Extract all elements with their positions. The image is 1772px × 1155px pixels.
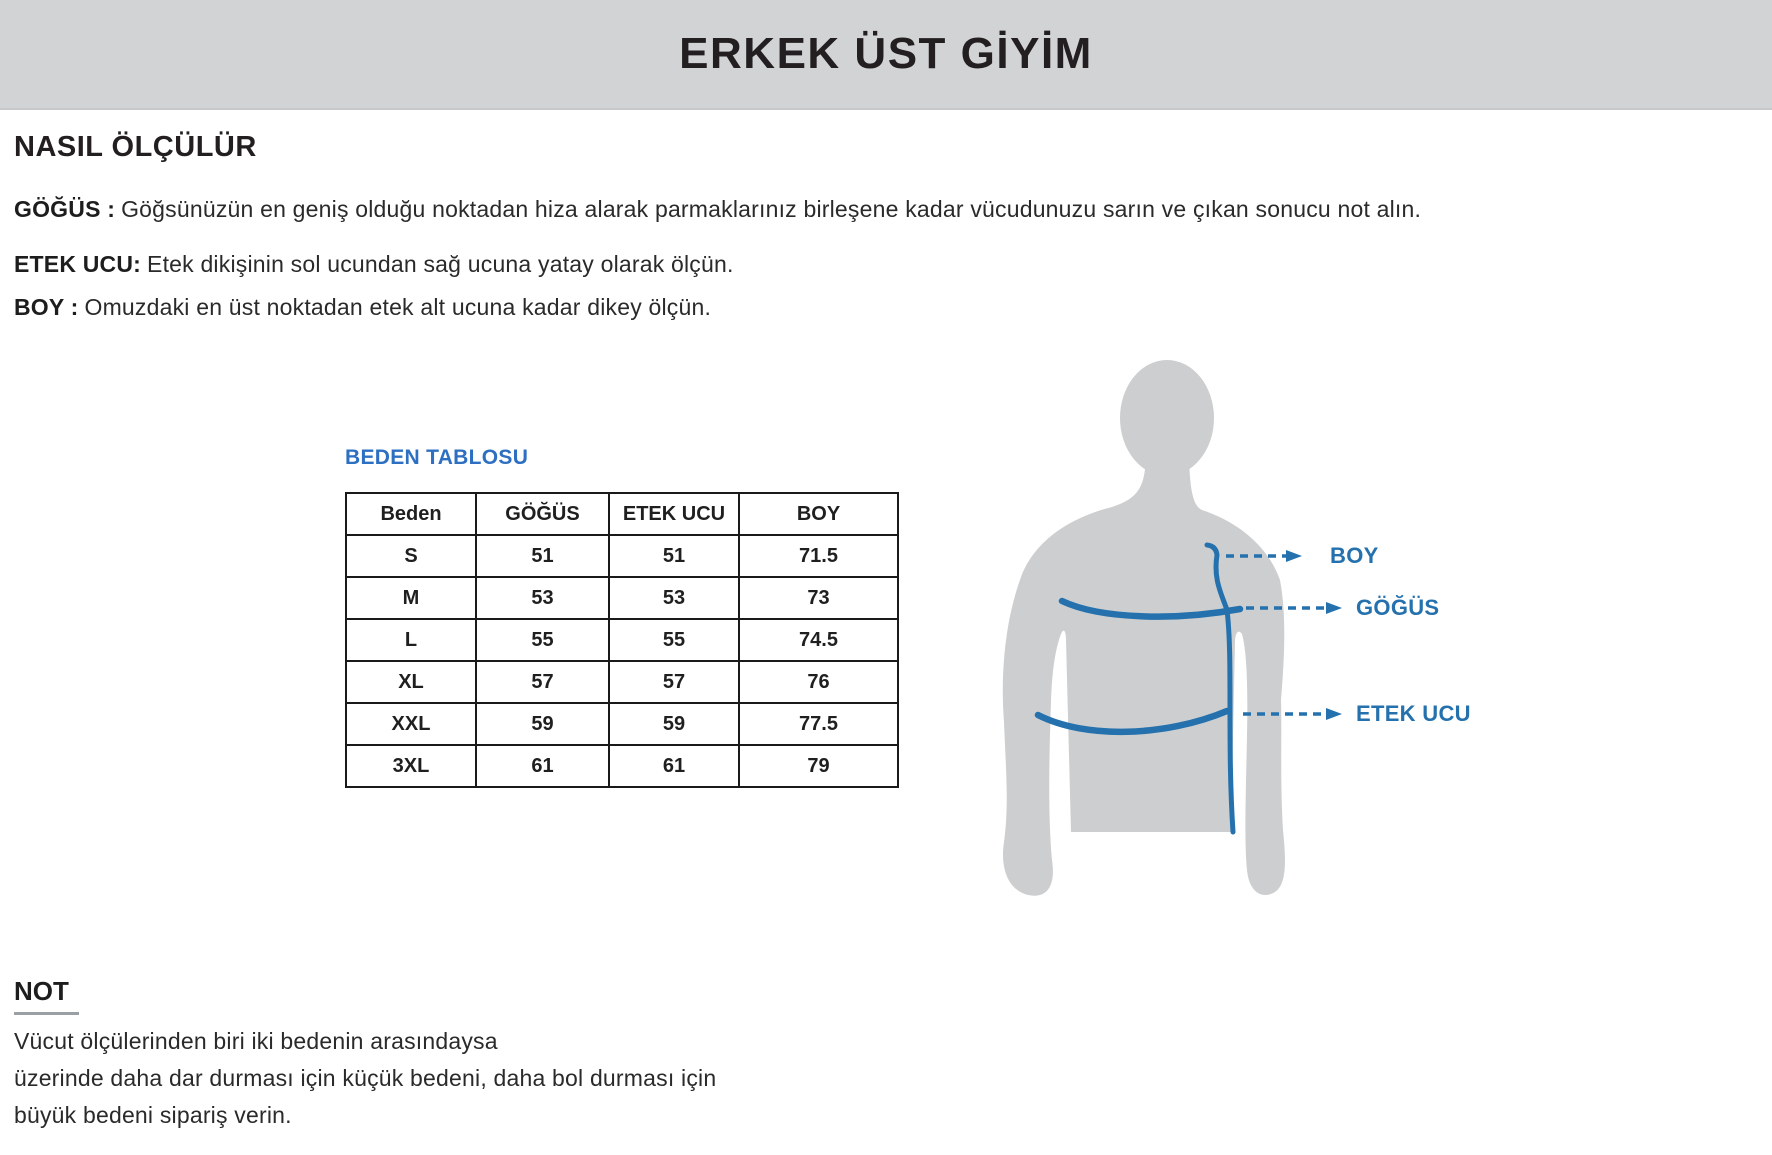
gogus-arrowhead-icon xyxy=(1326,602,1342,614)
page-title: ERKEK ÜST GİYİM xyxy=(679,29,1093,78)
col-header-etek-ucu: ETEK UCU xyxy=(609,493,739,535)
col-header-gogus: GÖĞÜS xyxy=(476,493,609,535)
how-to-measure-title: NASIL ÖLÇÜLÜR xyxy=(14,131,257,163)
cell-value: 53 xyxy=(609,577,739,619)
figure-label-gogus: GÖĞÜS xyxy=(1356,595,1440,620)
cell-size: M xyxy=(346,577,476,619)
cell-value: 61 xyxy=(476,745,609,787)
note-line: büyük bedeni sipariş verin. xyxy=(14,1102,292,1128)
table-row xyxy=(346,577,898,619)
cell-value: 79 xyxy=(739,745,898,787)
cell-value: 73 xyxy=(739,577,898,619)
cell-value: 59 xyxy=(609,703,739,745)
measure-label-boy: BOY : xyxy=(14,294,79,320)
figure-label-boy: BOY xyxy=(1330,543,1379,568)
cell-value: 59 xyxy=(476,703,609,745)
cell-value: 55 xyxy=(609,619,739,661)
table-row xyxy=(346,745,898,787)
cell-value: 57 xyxy=(476,661,609,703)
torso-shape xyxy=(1003,455,1285,896)
etek-ucu-arrowhead-icon xyxy=(1326,708,1342,720)
cell-value: 74.5 xyxy=(739,619,898,661)
note-title: NOT xyxy=(14,976,79,1015)
cell-size: XXL xyxy=(346,703,476,745)
measure-text-etek-ucu: Etek dikişinin sol ucundan sağ ucuna yatay olarak ölçün. xyxy=(147,251,734,277)
measure-text-gogus: Göğsünüzün en geniş olduğu noktadan hiza alarak parmaklarınız birleşene kadar vücudunuzu sarın ve çıkan sonucu not alın. xyxy=(121,196,1422,222)
torso-silhouette-illustration xyxy=(950,340,1510,910)
cell-value: 77.5 xyxy=(739,703,898,745)
cell-size: XL xyxy=(346,661,476,703)
measurement-figure xyxy=(950,340,1510,910)
measure-label-etek-ucu: ETEK UCU: xyxy=(14,251,142,277)
page-header xyxy=(0,0,1772,110)
cell-value: 76 xyxy=(739,661,898,703)
cell-value: 61 xyxy=(609,745,739,787)
cell-value: 71.5 xyxy=(739,535,898,577)
table-row xyxy=(346,535,898,577)
figure-label-etek-ucu: ETEK UCU xyxy=(1356,701,1471,726)
measure-instruction-etek-ucu xyxy=(14,251,734,278)
measure-instruction-gogus xyxy=(14,196,1421,223)
head-shape xyxy=(1120,360,1214,476)
table-row xyxy=(346,661,898,703)
note-line: üzerinde daha dar durması için küçük bedeni, daha bol durması için xyxy=(14,1065,717,1091)
cell-value: 53 xyxy=(476,577,609,619)
cell-value: 51 xyxy=(609,535,739,577)
cell-value: 57 xyxy=(609,661,739,703)
size-table xyxy=(345,492,899,788)
cell-value: 55 xyxy=(476,619,609,661)
size-table-title: BEDEN TABLOSU xyxy=(345,446,529,469)
boy-arrowhead-icon xyxy=(1286,550,1302,562)
cell-size: S xyxy=(346,535,476,577)
col-header-beden: Beden xyxy=(346,493,476,535)
table-row xyxy=(346,703,898,745)
measure-instruction-boy xyxy=(14,294,711,321)
measure-label-gogus: GÖĞÜS : xyxy=(14,196,116,222)
col-header-boy: BOY xyxy=(739,493,898,535)
cell-value: 51 xyxy=(476,535,609,577)
cell-size: L xyxy=(346,619,476,661)
note-line: Vücut ölçülerinden biri iki bedenin arasındaysa xyxy=(14,1028,498,1054)
size-table-header-row xyxy=(346,493,898,535)
cell-size: 3XL xyxy=(346,745,476,787)
measure-text-boy: Omuzdaki en üst noktadan etek alt ucuna kadar dikey ölçün. xyxy=(84,294,712,320)
table-row xyxy=(346,619,898,661)
